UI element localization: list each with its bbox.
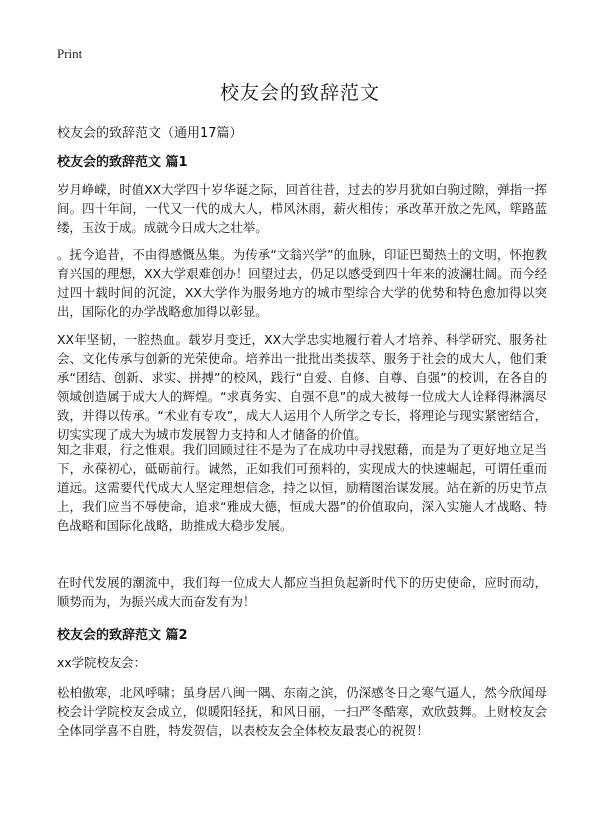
paragraph: 在时代发展的潮流中，我们每一位成大人都应当担负起新时代下的历史使命，应时而动，顺势而为，为振兴成大而奋发有为！ <box>57 575 547 609</box>
paragraph: 知之非艰，行之惟艰。我们回顾过往不是为了在成功中寻找慰藉，而是为了更好地立足当下，永葆初心，砥砺前行。诚然，正如我们可预料的，实现成大的快速崛起，可谓任重而道远。这需要代代成大人坚定理想信念，持之以恒，励精图治谋发展。站在新的历史节点上，我们应当不辱使命，追求“雅成大德，恒成大器”的价值取向，深入实施人才战略、特色战略和国际化战略，助推成大稳步发展。 <box>57 442 547 533</box>
paragraph: 松柏傲寒，北风呼啸；虽身居八闽一隅、东南之滨，仍深感冬日之寒气逼人，然今欣闻母校会计学院校友会成立，似暖阳轻抚，和风日丽，一扫严冬酷寒，欢欣鼓舞。上财校友会全体同学喜不自胜，特发贺信，以表校友会全体校友最衷心的祝贺！ <box>57 685 547 738</box>
section-heading-2: 校友会的致辞范文 篇2 <box>57 628 188 643</box>
paragraph: 岁月峥嵘，时值XX大学四十岁华诞之际，回首往昔，过去的岁月犹如白驹过隙，弹指一挥间。四十年间，一代又一代的成大人，栉风沐雨，薪火相传；承改革开放之先风，筚路蓝缕，玉汝于成。成就今日成大之壮举。 <box>57 182 547 235</box>
document-subtitle: 校友会的致辞范文（通用17篇） <box>57 126 243 141</box>
section-heading-1: 校友会的致辞范文 篇1 <box>57 155 188 170</box>
salutation: xx学院校友会： <box>57 655 147 670</box>
print-link[interactable]: Print <box>57 46 83 61</box>
page-title: 校友会的致辞范文 <box>219 82 380 104</box>
paragraph: 。抚今追昔，不由得感慨丛集。为传承“文翁兴学”的血脉，印证巴蜀热土的文明，怀抱教育兴国的理想，XX大学艰难创办！回望过去，仍足以感受到四十年来的波澜壮阔。而今经过四十载时间的沉淀，XX大学作为服务地方的城市型综合大学的优势和特色愈加得以突出，国际化的办学战略愈加得以彰显。 <box>57 247 547 319</box>
paragraph: XX年坚韧，一腔热血。载岁月变迁，XX大学忠实地履行着人才培养、科学研究、服务社会、文化传承与创新的光荣使命。培养出一批批出类拔萃、服务于社会的成大人，他们秉承“团结、创新、求实、拼搏”的校风，践行“自爱、自修、自尊、自强”的校训，在各自的领域创造属于成大人的辉煌。“求真务实、自强不息”的成大被每一位成大人诠释得淋漓尽致，并得以传承。“术业有专攻”，成大人运用个人所学之专长，将理论与现实紧密结合，切实实现了成大为城市发展智力支持和人才储备的价值。 <box>57 332 547 442</box>
